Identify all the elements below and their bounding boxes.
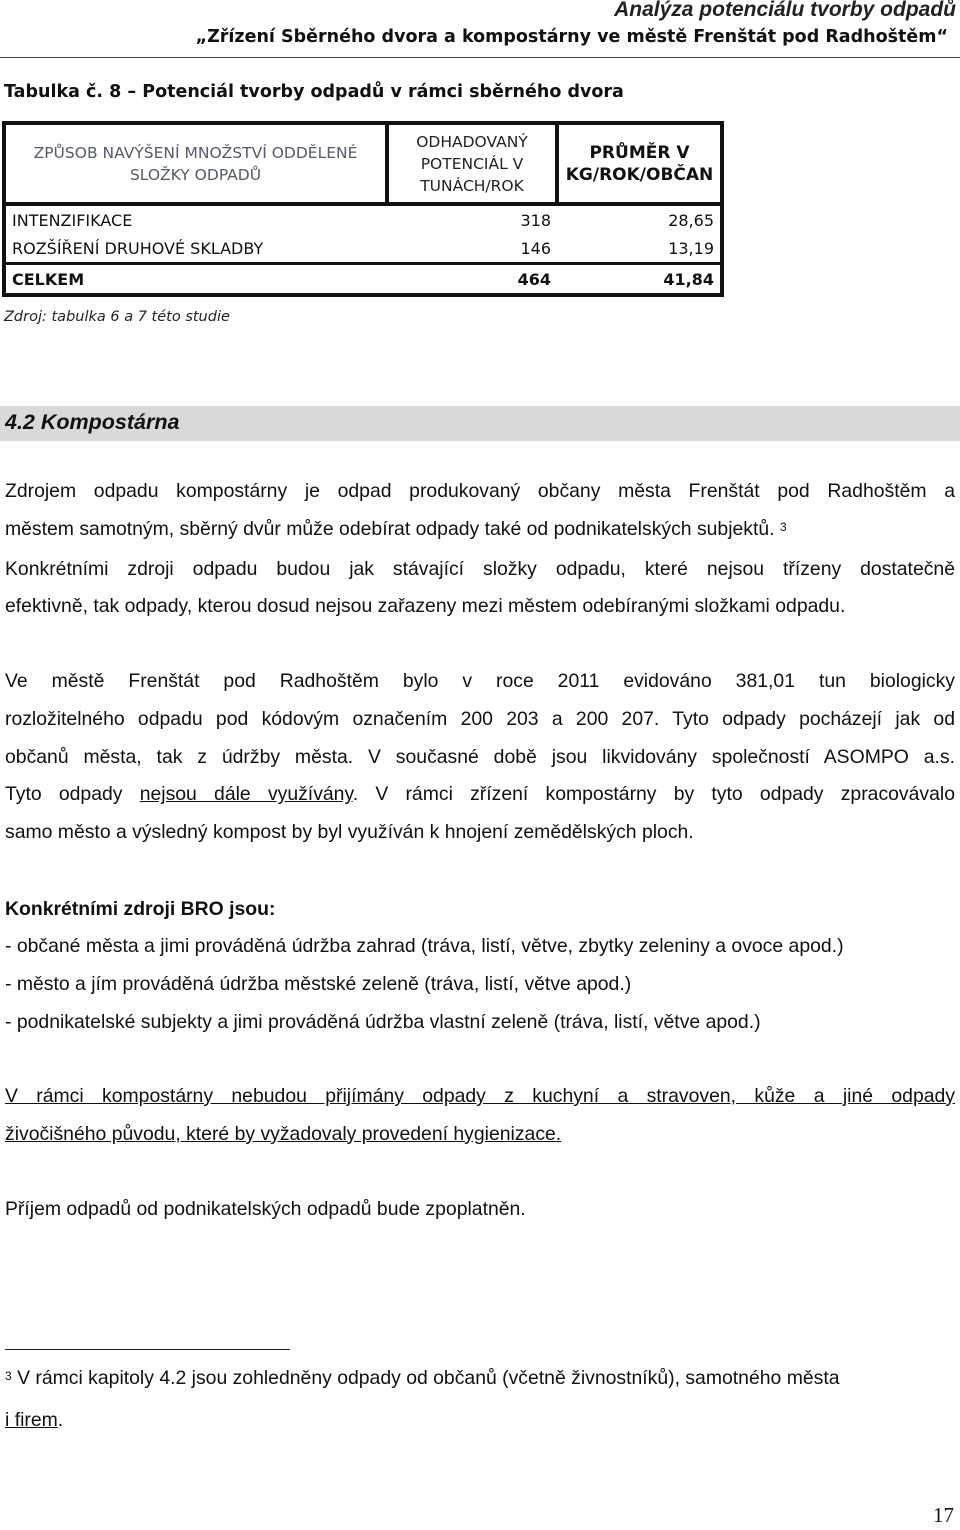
row-potential: 318: [520, 211, 551, 230]
row-average: 13,19: [557, 234, 722, 264]
paragraph-line: Konkrétními zdroji odpadu budou jak stávající složky odpadu, které nejsou třízeny dostatečně: [5, 557, 955, 580]
table-total-row: [4, 264, 722, 296]
paragraph-line: Ve městě Frenštát pod Radhoštěm bylo v roce 2011 evidováno 381,01 tun biologicky: [5, 670, 955, 692]
document-header-title: Analýza potenciálu tvorby odpadů: [614, 0, 956, 21]
footnote-reference[interactable]: 3: [779, 519, 787, 534]
column-header-potential: ODHADOVANÝ POTENCIÁL V TUNÁCH/ROK: [387, 123, 557, 204]
paragraph-sources: [5, 473, 955, 626]
paragraph-text: . V rámci zřízení kompostárny by tyto odpady zpracovávalo: [352, 783, 955, 806]
table-caption: Tabulka č. 8 – Potenciál tvorby odpadů v rámci sběrného dvora: [4, 82, 624, 102]
paragraph-line: samo město a výsledný kompost by byl využíván k hnojení zemědělských ploch.: [5, 821, 694, 844]
header-rule: [0, 57, 960, 58]
table-header-row: [4, 123, 722, 204]
paragraph-line: efektivně, tak odpady, kterou dosud nejsou zařazeny mezi městem odebíranými složkami odpadu.: [5, 595, 846, 618]
footnote-line: [5, 1400, 955, 1440]
table-row: [4, 204, 722, 234]
underlined-phrase: nejsou dále využívány: [139, 783, 353, 806]
section-title: 4.2 Kompostárna: [5, 410, 180, 434]
row-label: ROZŠÍŘENÍ DRUHOVÉ SKLADBY: [4, 234, 387, 264]
sources-list-item: - podnikatelské subjekty a jimi prováděná údržba vlastní zeleně (tráva, listí, větve apod.): [5, 1011, 761, 1033]
sources-list-item: - občané města a jimi prováděná údržba zahrad (tráva, listí, větve, zbytky zeleniny a ovoce apod.): [5, 935, 844, 957]
footnote-text-end: .: [57, 1409, 64, 1431]
column-header-method: ZPŮSOB NAVÝŠENÍ MNOŽSTVÍ ODDĚLENÉ SLOŽKY ODPADŮ: [4, 123, 387, 204]
paragraph-line: občanů města, tak z údržby města. V současné době jsou likvidovány společností ASOMPO a.s.: [5, 745, 955, 768]
notice-paragraph: [5, 1078, 955, 1154]
paragraph-line: Zdrojem odpadu kompostárny je odpad produkovaný občany města Frenštát pod Radhoštěm a: [5, 480, 955, 502]
paragraph-text: městem samotným, sběrný dvůr může odebírat odpady také od podnikatelských subjektů.: [5, 517, 775, 540]
footnote-text: V rámci kapitoly 4.2 jsou zohledněny odpady od občanů (včetně živnostníků), samotného města: [11, 1367, 840, 1389]
section-heading-bar: [0, 406, 960, 441]
potential-table: [2, 121, 724, 297]
total-average: 41,84: [557, 264, 722, 296]
sources-list-item: - město a jím prováděná údržba městské zeleně (tráva, listí, větve apod.): [5, 973, 632, 995]
row-label: INTENZIFIKACE: [4, 204, 387, 234]
paragraph-line: [5, 776, 955, 814]
fee-paragraph: Příjem odpadů od podnikatelských odpadů bude zpoplatněn.: [5, 1198, 526, 1220]
footnote-mark: 3: [5, 1369, 12, 1383]
paragraph-line: [5, 511, 955, 551]
column-header-average: PRŮMĚR V KG/ROK/OBČAN: [557, 123, 722, 204]
sources-heading: Konkrétními zdroji BRO jsou:: [5, 898, 276, 920]
notice-line: živočišného původu, které by vyžadovaly provedení hygienizace.: [5, 1122, 562, 1145]
row-average: 28,65: [557, 204, 722, 234]
footnote-text: i firem: [5, 1409, 58, 1431]
row-potential: 146: [520, 239, 551, 258]
paragraph-text: Tyto odpady: [5, 783, 140, 806]
page-number: 17: [933, 1503, 954, 1527]
paragraph-current-state: [5, 663, 955, 852]
notice-line: V rámci kompostárny nebudou přijímány odpady z kuchyní a stravoven, kůže a jiné odpady: [5, 1085, 955, 1107]
total-potential: 464: [387, 264, 557, 296]
footnote-separator: [5, 1349, 290, 1350]
document-header-subtitle: „Zřízení Sběrného dvora a kompostárny ve městě Frenštát pod Radhoštěm“: [195, 27, 948, 47]
table-source-note: Zdroj: tabulka 6 a 7 této studie: [4, 309, 230, 325]
paragraph-line: rozložitelného odpadu pod kódovým označením 200 203 a 200 207. Tyto odpady pocházejí jak od: [5, 707, 955, 730]
table-row: [4, 234, 722, 264]
footnote-line: [5, 1358, 955, 1400]
footnote: [5, 1358, 955, 1440]
total-label: CELKEM: [4, 264, 387, 296]
